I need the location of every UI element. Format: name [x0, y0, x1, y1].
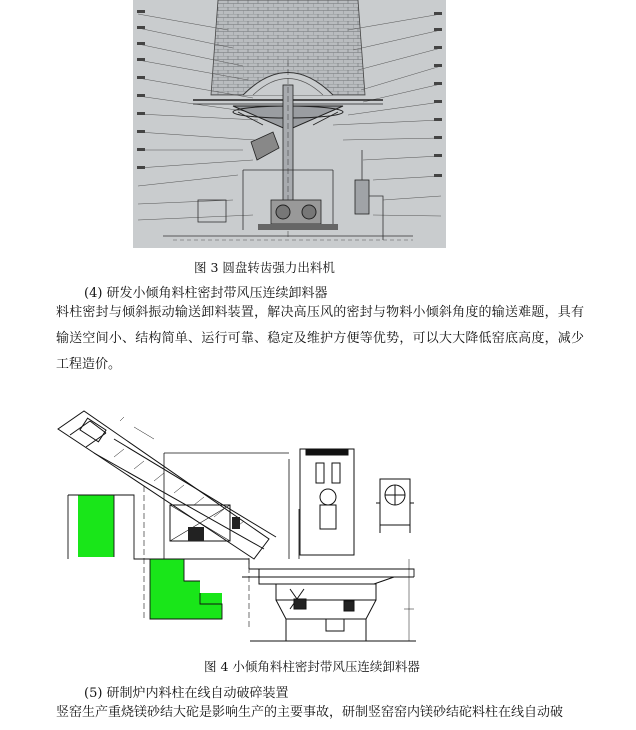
discharger-drawing [54, 409, 434, 651]
figure-3-caption: 图 3 圆盘转齿强力出料机 [194, 260, 335, 275]
section-5-paragraph: 竖窑生产重烧镁砂结大砣是影响生产的主要事故，研制竖窑窑内镁砂结砣料柱在线自动破 [56, 705, 564, 720]
section-5-heading: (5) 研制炉内料柱在线自动破碎装置 [84, 686, 289, 701]
figure-3-drawing [133, 0, 446, 248]
section-4-paragraph: 料柱密封与倾斜振动输送卸料装置，解决高压风的密封与物料小倾斜角度的输送难题，具有输送空间小、结构简单、运行可靠、稳定及维护方便等优势，可以大大降低窑底高度，减少工程造价。 [56, 305, 584, 372]
section-4-heading: (4) 研发小倾角料柱密封带风压连续卸料器 [84, 286, 328, 301]
figure-4-caption: 图 4 小倾角料柱密封带风压连续卸料器 [204, 659, 420, 674]
disc-discharger-drawing [133, 0, 446, 248]
figure-4-drawing [54, 409, 434, 651]
